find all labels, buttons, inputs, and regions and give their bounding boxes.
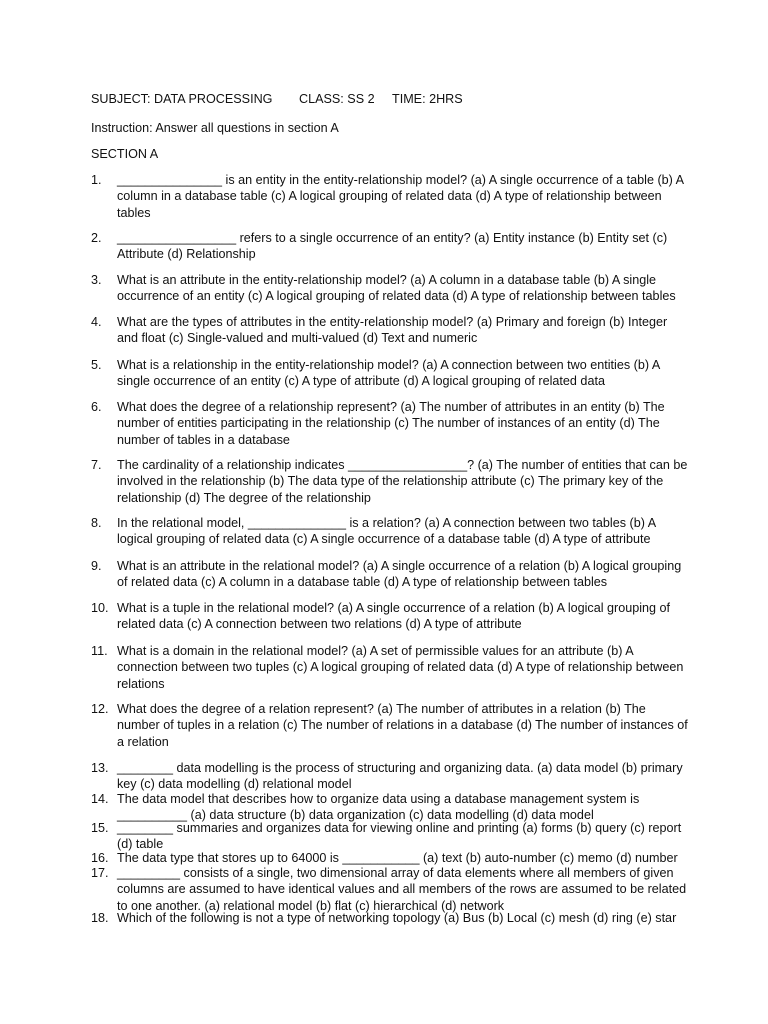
section-title: SECTION A — [91, 147, 159, 161]
question-number: 2. — [91, 231, 102, 245]
question-item — [91, 820, 691, 853]
question-item — [91, 850, 691, 866]
question-item — [91, 760, 691, 793]
question-text: What is a domain in the relational model? (a) A set of permissible values for an attribute (b) A connection between two tuples (c) A logical grouping of related data (d) A type of relationship between relations — [117, 644, 684, 691]
question-item — [91, 643, 691, 692]
question-item — [91, 910, 691, 926]
question-item — [91, 399, 691, 448]
time-label: TIME: 2HRS — [392, 92, 463, 106]
question-text: _________________ refers to a single occurrence of an entity? (a) Entity instance (b) Entity set (c) Attribute (d) Relationship — [117, 231, 668, 262]
subject-label: SUBJECT: DATA PROCESSING — [91, 92, 273, 106]
question-item — [91, 865, 691, 914]
question-item — [91, 701, 691, 750]
question-number: 9. — [91, 559, 102, 573]
question-text: What is an attribute in the relational model? (a) A single occurrence of a relation (b) A logical grouping of related data (c) A column in a database table (d) A type of relationship between tables — [117, 559, 682, 590]
question-number: 10. — [91, 601, 109, 615]
question-number: 11. — [91, 644, 108, 658]
question-text: What is an attribute in the entity-relationship model? (a) A column in a database table (b) A single occurrence of an entity (c) A logical grouping of related data (d) A type of relationship between tables — [117, 273, 676, 304]
question-text: Which of the following is not a type of networking topology (a) Bus (b) Local (c) mesh (d) ring (e) star — [117, 911, 677, 925]
question-number: 1. — [91, 173, 102, 187]
question-item — [91, 791, 691, 824]
question-item — [91, 314, 691, 347]
question-item — [91, 172, 691, 221]
instruction-text: Instruction: Answer all questions in section A — [91, 121, 339, 135]
question-text: The cardinality of a relationship indicates _________________? (a) The number of entities that can be involved in the relationship (b) The data type of the relationship attribute (c) The primary key of the relationship (d) The degree of the relationship — [117, 458, 688, 505]
question-text: What is a relationship in the entity-relationship model? (a) A connection between two entities (b) A single occurrence of an entity (c) A type of attribute (d) A logical grouping of related data — [117, 358, 660, 389]
question-item — [91, 600, 691, 633]
question-number: 4. — [91, 315, 102, 329]
question-text: ________ data modelling is the process of structuring and organizing data. (a) data model (b) primary key (c) data modelling (d) relational model — [117, 761, 683, 792]
question-text: What is a tuple in the relational model? (a) A single occurrence of a relation (b) A logical grouping of related data (c) A connection between two relations (d) A type of attribute — [117, 601, 671, 632]
question-text: What are the types of attributes in the entity-relationship model? (a) Primary and foreign (b) Integer and float (c) Single-valued and multi-valued (d) Text and numeric — [117, 315, 668, 346]
question-number: 6. — [91, 400, 102, 414]
question-number: 12. — [91, 702, 109, 716]
question-text: In the relational model, ______________ is a relation? (a) A connection between two tables (b) A logical grouping of related data (c) A single occurrence of a database table (d) A type of attribute — [117, 516, 656, 547]
question-number: 7. — [91, 458, 102, 472]
question-text: _________ consists of a single, two dimensional array of data elements where all members of given columns are assumed to have identical values and all members of the rows are assumed to be related to one another. (a) relational model (b) flat (c) hierarchical (d) network — [117, 866, 687, 913]
question-item — [91, 272, 691, 305]
exam-header — [91, 92, 463, 106]
question-text: What does the degree of a relation represent? (a) The number of attributes in a relation (b) The number of tuples in a relation (c) The number of relations in a database (d) The number of instances of a relation — [117, 702, 688, 749]
question-number: 14. — [91, 792, 109, 806]
question-number: 18. — [91, 911, 109, 925]
question-number: 15. — [91, 821, 109, 835]
question-item — [91, 357, 691, 390]
question-text: What does the degree of a relationship represent? (a) The number of attributes in an entity (b) The number of entities participating in the relationship (c) The number of instances of an entity (d) The number of tables in a database — [117, 400, 665, 447]
class-label: CLASS: SS 2 — [299, 92, 375, 106]
question-number: 5. — [91, 358, 102, 372]
question-text: The data model that describes how to organize data using a database management system is __________ (a) data structure (b) data organization (c) data modelling (d) data model — [117, 792, 640, 823]
question-text: _______________ is an entity in the entity-relationship model? (a) A single occurrence of a table (b) A column in a database table (c) A logical grouping of related data (d) A type of relationship between tables — [117, 173, 684, 220]
question-text: ________ summaries and organizes data for viewing online and printing (a) forms (b) query (c) report (d) table — [117, 821, 682, 852]
question-item — [91, 558, 691, 591]
question-item — [91, 457, 691, 506]
question-number: 3. — [91, 273, 102, 287]
question-item — [91, 515, 691, 548]
question-number: 8. — [91, 516, 102, 530]
question-number: 17. — [91, 866, 109, 880]
question-text: The data type that stores up to 64000 is ___________ (a) text (b) auto-number (c) memo (d) number — [117, 851, 678, 865]
question-number: 16. — [91, 851, 109, 865]
question-item — [91, 230, 691, 263]
question-number: 13. — [91, 761, 109, 775]
